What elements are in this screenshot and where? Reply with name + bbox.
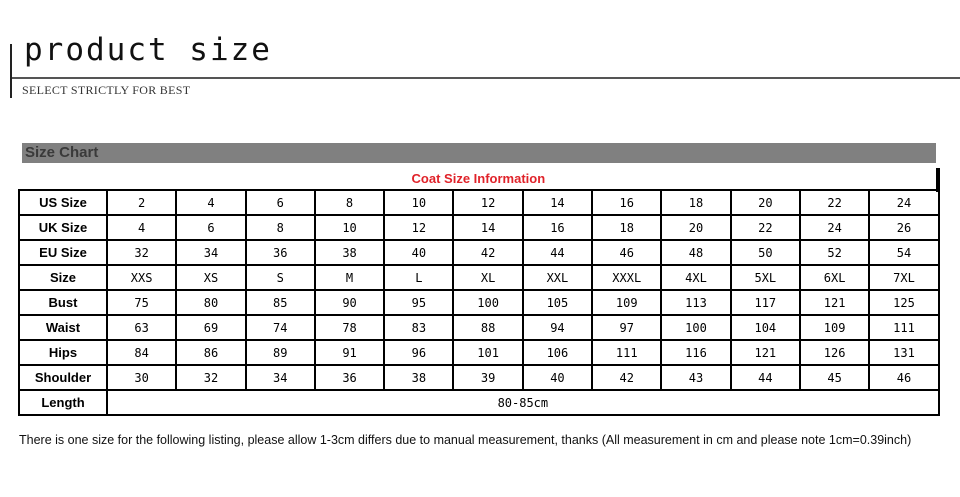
table-cell: 5XL bbox=[731, 265, 800, 290]
table-cell: 24 bbox=[869, 190, 938, 215]
table-cell: 45 bbox=[800, 365, 869, 390]
table-cell: 116 bbox=[661, 340, 730, 365]
table-cell: 22 bbox=[731, 215, 800, 240]
table-cell: 74 bbox=[246, 315, 315, 340]
measurement-note: There is one size for the following listing, please allow 1-3cm differs due to manual measurement, thanks (All measurement in cm and please note 1cm=0.39inch) bbox=[19, 433, 912, 447]
table-cell: 48 bbox=[661, 240, 730, 265]
table-row bbox=[19, 315, 939, 340]
table-cell: 46 bbox=[869, 365, 938, 390]
table-cell: 14 bbox=[523, 190, 592, 215]
table-cell: XXL bbox=[523, 265, 592, 290]
table-cell: 39 bbox=[453, 365, 522, 390]
table-cell: 91 bbox=[315, 340, 384, 365]
table-cell: 12 bbox=[453, 190, 522, 215]
table-cell: 109 bbox=[592, 290, 661, 315]
table-cell: 20 bbox=[731, 190, 800, 215]
row-header: EU Size bbox=[19, 240, 107, 265]
table-cell: 126 bbox=[800, 340, 869, 365]
table-cell: 32 bbox=[176, 365, 245, 390]
size-chart-bar: Size Chart bbox=[22, 143, 936, 163]
table-cell: 44 bbox=[731, 365, 800, 390]
table-cell: XXXL bbox=[592, 265, 661, 290]
table-cell: XL bbox=[453, 265, 522, 290]
row-header: Size bbox=[19, 265, 107, 290]
table-cell: 12 bbox=[384, 215, 453, 240]
row-header: Length bbox=[19, 390, 107, 415]
table-cell: 38 bbox=[315, 240, 384, 265]
page-title: product size bbox=[24, 32, 272, 68]
table-cell: 85 bbox=[246, 290, 315, 315]
table-cell: 18 bbox=[592, 215, 661, 240]
table-cell: 104 bbox=[731, 315, 800, 340]
table-cell: 6 bbox=[246, 190, 315, 215]
table-cell: 16 bbox=[592, 190, 661, 215]
length-value: 80-85cm bbox=[107, 390, 939, 415]
caption-row bbox=[19, 168, 939, 190]
header-divider bbox=[12, 77, 960, 79]
table-cell: 8 bbox=[246, 215, 315, 240]
table-cell: 78 bbox=[315, 315, 384, 340]
table-cell: 111 bbox=[869, 315, 938, 340]
table-cell: 80 bbox=[176, 290, 245, 315]
table-row bbox=[19, 190, 939, 215]
table-cell: M bbox=[315, 265, 384, 290]
table-cell: 14 bbox=[453, 215, 522, 240]
table-cell: 54 bbox=[869, 240, 938, 265]
table-cell: 32 bbox=[107, 240, 176, 265]
table-row bbox=[19, 265, 939, 290]
table-cell: 131 bbox=[869, 340, 938, 365]
table-cell: 75 bbox=[107, 290, 176, 315]
table-cell: 46 bbox=[592, 240, 661, 265]
row-header: Waist bbox=[19, 315, 107, 340]
table-cell: 101 bbox=[453, 340, 522, 365]
page-subtitle: SELECT STRICTLY FOR BEST bbox=[22, 83, 191, 97]
table-cell: 95 bbox=[384, 290, 453, 315]
table-cell: 90 bbox=[315, 290, 384, 315]
table-cell: 4XL bbox=[661, 265, 730, 290]
title-accent-bar bbox=[10, 44, 12, 98]
table-cell: 8 bbox=[315, 190, 384, 215]
table-cell: 69 bbox=[176, 315, 245, 340]
row-header: Shoulder bbox=[19, 365, 107, 390]
table-cell: 24 bbox=[800, 215, 869, 240]
table-cell: 89 bbox=[246, 340, 315, 365]
table-cell: 7XL bbox=[869, 265, 938, 290]
table-cell: 84 bbox=[107, 340, 176, 365]
table-caption: Coat Size Information bbox=[19, 168, 939, 190]
table-cell: 18 bbox=[661, 190, 730, 215]
table-cell: 42 bbox=[453, 240, 522, 265]
table-cell: 34 bbox=[246, 365, 315, 390]
table-cell: 83 bbox=[384, 315, 453, 340]
table-cell: 40 bbox=[523, 365, 592, 390]
table-row bbox=[19, 365, 939, 390]
table-cell: 38 bbox=[384, 365, 453, 390]
table-cell: 105 bbox=[523, 290, 592, 315]
table-cell: 6XL bbox=[800, 265, 869, 290]
table-cell: 50 bbox=[731, 240, 800, 265]
table-cell: 121 bbox=[731, 340, 800, 365]
table-cell: 36 bbox=[246, 240, 315, 265]
table-cell: 97 bbox=[592, 315, 661, 340]
table-cell: 100 bbox=[661, 315, 730, 340]
table-cell: XXS bbox=[107, 265, 176, 290]
table-cell: 10 bbox=[315, 215, 384, 240]
table-cell: 88 bbox=[453, 315, 522, 340]
table-cell: 100 bbox=[453, 290, 522, 315]
table-cell: 113 bbox=[661, 290, 730, 315]
table-cell: 106 bbox=[523, 340, 592, 365]
table-row bbox=[19, 215, 939, 240]
table-cell: 36 bbox=[315, 365, 384, 390]
table-cell: 16 bbox=[523, 215, 592, 240]
table-cell: 109 bbox=[800, 315, 869, 340]
length-row bbox=[19, 390, 939, 415]
table-cell: 20 bbox=[661, 215, 730, 240]
table-row bbox=[19, 340, 939, 365]
table-row bbox=[19, 240, 939, 265]
table-cell: 22 bbox=[800, 190, 869, 215]
table-cell: 111 bbox=[592, 340, 661, 365]
table-cell: 26 bbox=[869, 215, 938, 240]
row-header: US Size bbox=[19, 190, 107, 215]
row-header: UK Size bbox=[19, 215, 107, 240]
table-cell: 6 bbox=[176, 215, 245, 240]
table-cell: 63 bbox=[107, 315, 176, 340]
table-cell: 4 bbox=[107, 215, 176, 240]
table-cell: 44 bbox=[523, 240, 592, 265]
table-cell: 121 bbox=[800, 290, 869, 315]
row-header: Bust bbox=[19, 290, 107, 315]
table-cell: 96 bbox=[384, 340, 453, 365]
table-cell: 10 bbox=[384, 190, 453, 215]
table-cell: 40 bbox=[384, 240, 453, 265]
table-row bbox=[19, 290, 939, 315]
table-cell: XS bbox=[176, 265, 245, 290]
row-header: Hips bbox=[19, 340, 107, 365]
table-cell: 86 bbox=[176, 340, 245, 365]
table-cell: 117 bbox=[731, 290, 800, 315]
table-cell: S bbox=[246, 265, 315, 290]
table-cell: 30 bbox=[107, 365, 176, 390]
table-cell: 42 bbox=[592, 365, 661, 390]
table-cell: 52 bbox=[800, 240, 869, 265]
table-cell: 2 bbox=[107, 190, 176, 215]
table-cell: 34 bbox=[176, 240, 245, 265]
table-cell: 94 bbox=[523, 315, 592, 340]
table-cell: 125 bbox=[869, 290, 938, 315]
table-cell: L bbox=[384, 265, 453, 290]
table-cell: 43 bbox=[661, 365, 730, 390]
size-table bbox=[18, 168, 940, 416]
table-cell: 4 bbox=[176, 190, 245, 215]
